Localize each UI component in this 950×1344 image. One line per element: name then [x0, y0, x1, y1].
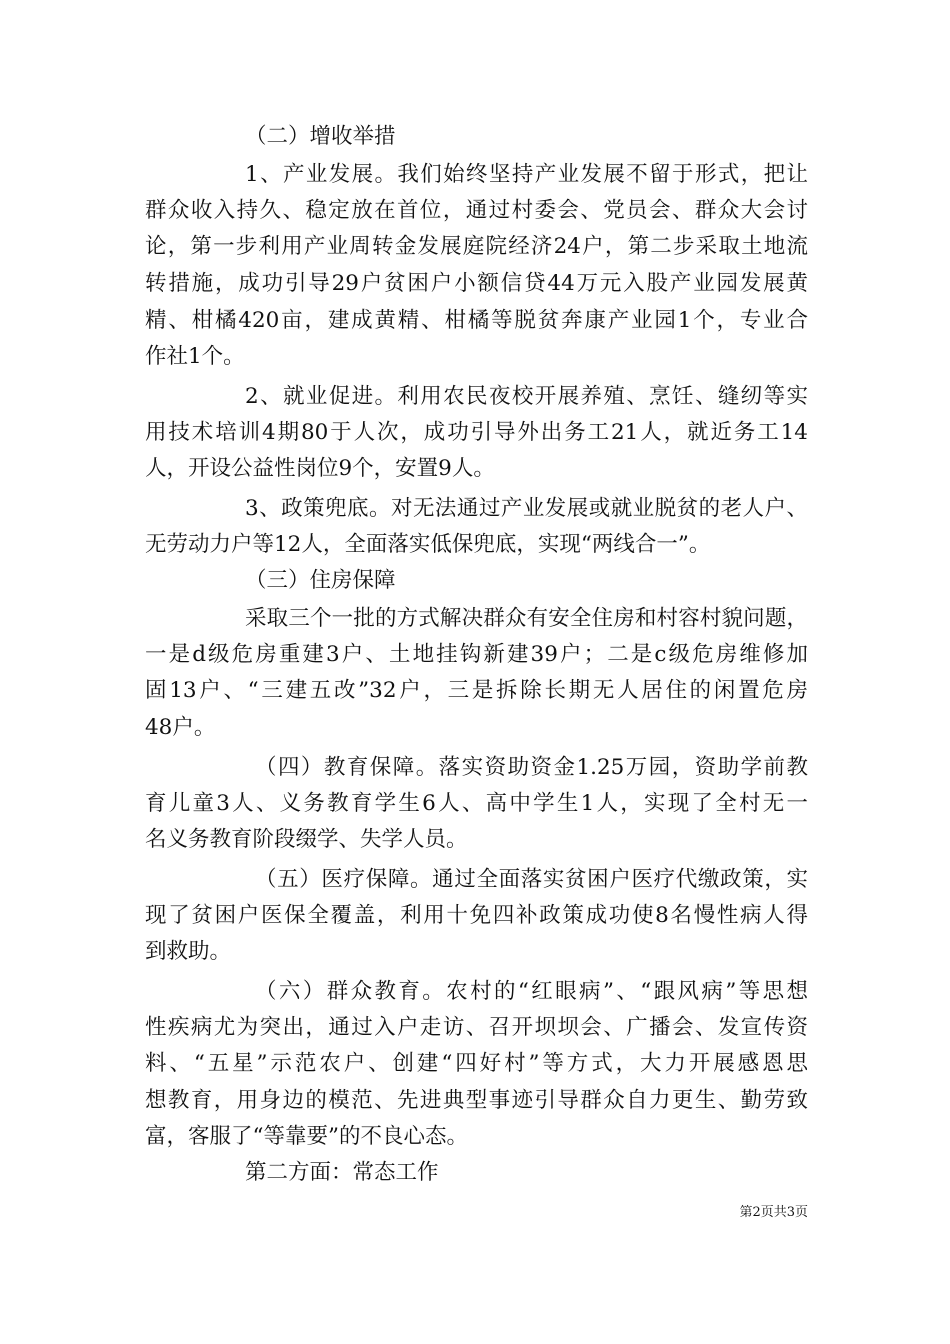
paragraph-line: 群众收入持久、稳定放在首位，通过村委会、党员会、群众大会讨 [145, 198, 808, 223]
paragraph-line: 料、“五星”示范农户、创建“四好村”等方式，大力开展感恩思 [145, 1051, 808, 1076]
paragraph-line: 到救助。 [145, 939, 232, 964]
paragraph-line: 用技术培训4期80于人次，成功引导外出务工21人，就近务工14 [145, 420, 808, 445]
paragraph-line: （四）教育保障。落实资助资金1.25万园，资助学前教 [255, 755, 808, 780]
paragraph-line: 精、柑橘420亩，建成黄精、柑橘等脱贫奔康产业园1个，专业合 [145, 308, 808, 333]
paragraph-line: 性疾病尤为突出，通过入户走访、召开坝坝会、广播会、发宣传资 [145, 1015, 808, 1040]
paragraph-line: 48户。 [145, 715, 216, 740]
paragraph-line: 一是d级危房重建3户、土地挂钩新建39户；二是c级危房维修加 [145, 642, 808, 667]
paragraph-line: 名义务教育阶段缀学、失学人员。 [145, 827, 468, 852]
paragraph-line: 1、产业发展。我们始终坚持产业发展不留于形式，把让 [245, 162, 808, 187]
section-heading-text: 第二方面：常态工作 [245, 1160, 439, 1185]
paragraph-line: 3、政策兜底。对无法通过产业发展或就业脱贫的老人户、 [245, 496, 808, 521]
paragraph-line: 作社1个。 [145, 344, 245, 369]
paragraph-line: （五）医疗保障。通过全面落实贫困户医疗代缴政策，实 [255, 867, 808, 892]
paragraph-line: 2、就业促进。利用农民夜校开展养殖、烹饪、缝纫等实 [245, 384, 808, 409]
paragraph-line: 富，客服了“等靠要”的不良心态。 [145, 1124, 468, 1149]
paragraph-line: 育儿童3人、义务教育学生6人、高中学生1人，实现了全村无一 [145, 791, 808, 816]
paragraph-line: 论，第一步利用产业周转金发展庭院经济24户，第二步采取土地流 [145, 234, 808, 259]
paragraph-line: 想教育，用身边的模范、先进典型事迹引导群众自力更生、勤劳致 [145, 1088, 808, 1113]
paragraph-line: 固13户、“三建五改”32户，三是拆除长期无人居住的闲置危房 [145, 678, 808, 703]
paragraph-line: 采取三个一批的方式解决群众有安全住房和村容村貌问题， [245, 606, 808, 631]
paragraph-line: 人，开设公益性岗位9个，安置9人。 [145, 456, 495, 481]
section-heading-text: （三）住房保障 [245, 568, 396, 593]
section-heading-text: （二）增收举措 [245, 124, 396, 149]
page-number: 第2页共3页 [739, 1205, 808, 1220]
paragraph-line: 转措施，成功引导29户贫困户小额信贷44万元入股产业园发展黄 [145, 271, 808, 296]
paragraph-line: （六）群众教育。农村的“红眼病”、“跟风病”等思想 [255, 979, 808, 1004]
paragraph-line: 现了贫困户医保全覆盖，利用十免四补政策成功使8名慢性病人得 [145, 903, 808, 928]
paragraph-line: 无劳动力户等12人，全面落实低保兜底，实现“两线合一”。 [145, 532, 711, 557]
